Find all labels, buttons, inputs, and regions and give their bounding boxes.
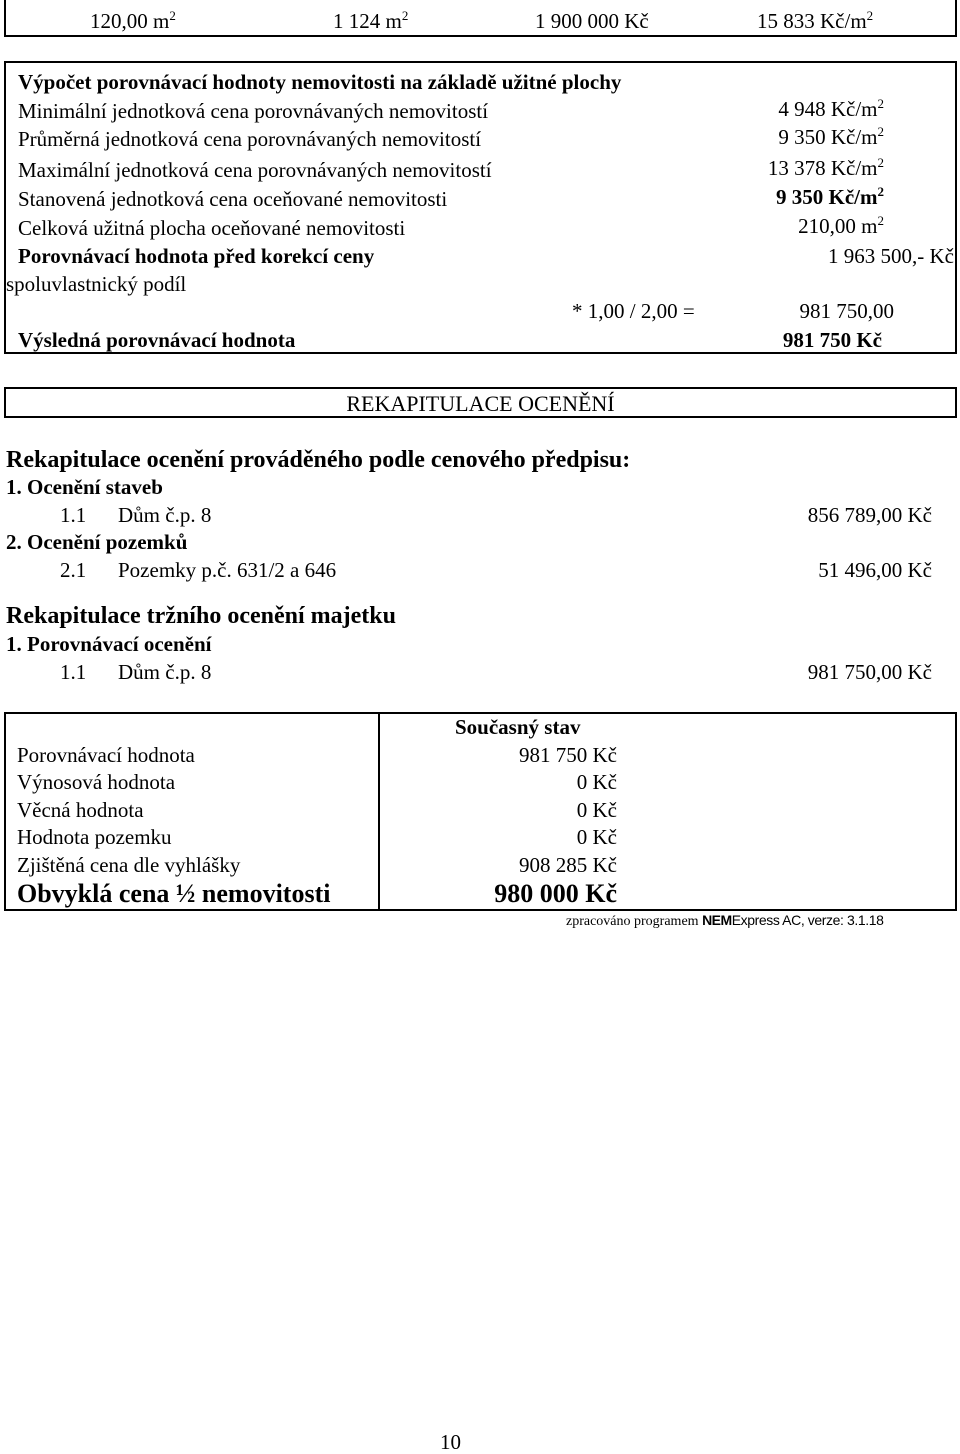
summary-row-label: Porovnávací hodnota xyxy=(17,743,195,767)
share-formula: * 1,00 / 2,00 = xyxy=(572,299,695,323)
comparison-row-value: 13 378 $Kč/m^2$ xyxy=(767,155,884,180)
summary-divider xyxy=(378,712,380,911)
comparison-heading: Výpočet porovnávací hodnoty nemovitosti na základě užitné plochy xyxy=(18,70,622,94)
result-value: 981 750 Kč xyxy=(782,328,882,352)
comparison-row-value: 210,00 $m^2$ xyxy=(798,213,884,238)
comparison-row-label: Maximální jednotková cena porovnávaných nemovitostí xyxy=(18,158,492,182)
recap-price-section-1: 1. Ocenění staveb xyxy=(6,475,163,499)
before-correction-label: Porovnávací hodnota před korekcí ceny xyxy=(18,244,375,268)
recap-price-item-value: 51 496,00 Kč xyxy=(818,558,932,582)
top-price: 1 900 000 Kč xyxy=(535,9,649,33)
recap-price-section-2: 2. Ocenění pozemků xyxy=(6,530,188,554)
summary-row-label: Zjištěná cena dle vyhlášky xyxy=(17,853,241,877)
comparison-row-value: 4 948 $Kč/m^2$ xyxy=(778,96,884,121)
recap-market-section-1: 1. Porovnávací ocenění xyxy=(6,632,212,656)
recap-price-item-label: Dům č.p. 8 xyxy=(118,503,212,527)
comparison-row-label: Průměrná jednotková cena porovnávaných nemovitostí xyxy=(18,127,482,151)
top-unit-price: 15 833 $Kč/m^2$ xyxy=(757,8,874,33)
summary-row-value: 0 Kč xyxy=(576,770,617,794)
result-label: Výsledná porovnávací hodnota xyxy=(18,328,296,352)
summary-row-label: Výnosová hodnota xyxy=(17,770,176,794)
comparison-row-value: 9 350 $Kč/m^2$ xyxy=(778,124,884,149)
recap-market-item-value: 981 750,00 Kč xyxy=(807,660,932,684)
software-brand-rest: Express AC, verze: 3.1.18 xyxy=(731,912,884,928)
recap-banner-title: REKAPITULACE OCENĚNÍ xyxy=(346,391,615,416)
page-number: 10 xyxy=(440,1430,461,1454)
final-price-value: 980 000 Kč xyxy=(494,879,617,908)
comparison-row-value: 9 350 $Kč/m^2$ xyxy=(776,184,884,209)
comparison-row-label: Celková užitná plocha oceňované nemovitosti xyxy=(18,216,406,240)
recap-market-heading: Rekapitulace tržního ocenění majetku xyxy=(6,603,396,629)
summary-row-value: 908 285 Kč xyxy=(519,853,617,877)
top-built-area: 1 124 $m^2$ xyxy=(333,8,409,33)
summary-row-value: 981 750 Kč xyxy=(519,743,617,767)
summary-row-value: 0 Kč xyxy=(576,798,617,822)
software-credit: zpracováno programem NEMExpress AC, verze: 3.1.18 xyxy=(566,912,884,929)
recap-price-heading: Rekapitulace ocenění prováděného podle cenového předpisu: xyxy=(6,447,631,473)
before-correction-value: 1 963 500,- Kč xyxy=(828,244,954,268)
share-label: spoluvlastnický podíl xyxy=(6,272,187,296)
recap-price-item-num: 2.1 xyxy=(60,558,87,582)
summary-row-label: Hodnota pozemku xyxy=(17,825,172,849)
recap-market-item-num: 1.1 xyxy=(60,660,87,684)
recap-price-item-label: Pozemky p.č. 631/2 a 646 xyxy=(118,558,337,582)
summary-row-value: 0 Kč xyxy=(576,825,617,849)
final-price-label: Obvyklá cena ½ nemovitosti xyxy=(17,879,331,908)
summary-row-label: Věcná hodnota xyxy=(17,798,144,822)
comparison-row-label: Stanovená jednotková cena oceňované nemovitosti xyxy=(18,187,448,211)
recap-price-item-value: 856 789,00 Kč xyxy=(807,503,932,527)
recap-price-item-num: 1.1 xyxy=(60,503,87,527)
summary-column-header: Současný stav xyxy=(455,715,581,739)
comparison-row-label: Minimální jednotková cena porovnávaných nemovitostí xyxy=(18,99,489,123)
recap-market-item-label: Dům č.p. 8 xyxy=(118,660,212,684)
share-value: 981 750,00 xyxy=(799,299,894,323)
software-brand-bold: NEM xyxy=(702,912,732,928)
top-area: 120,00 $m^2$ xyxy=(90,8,176,33)
